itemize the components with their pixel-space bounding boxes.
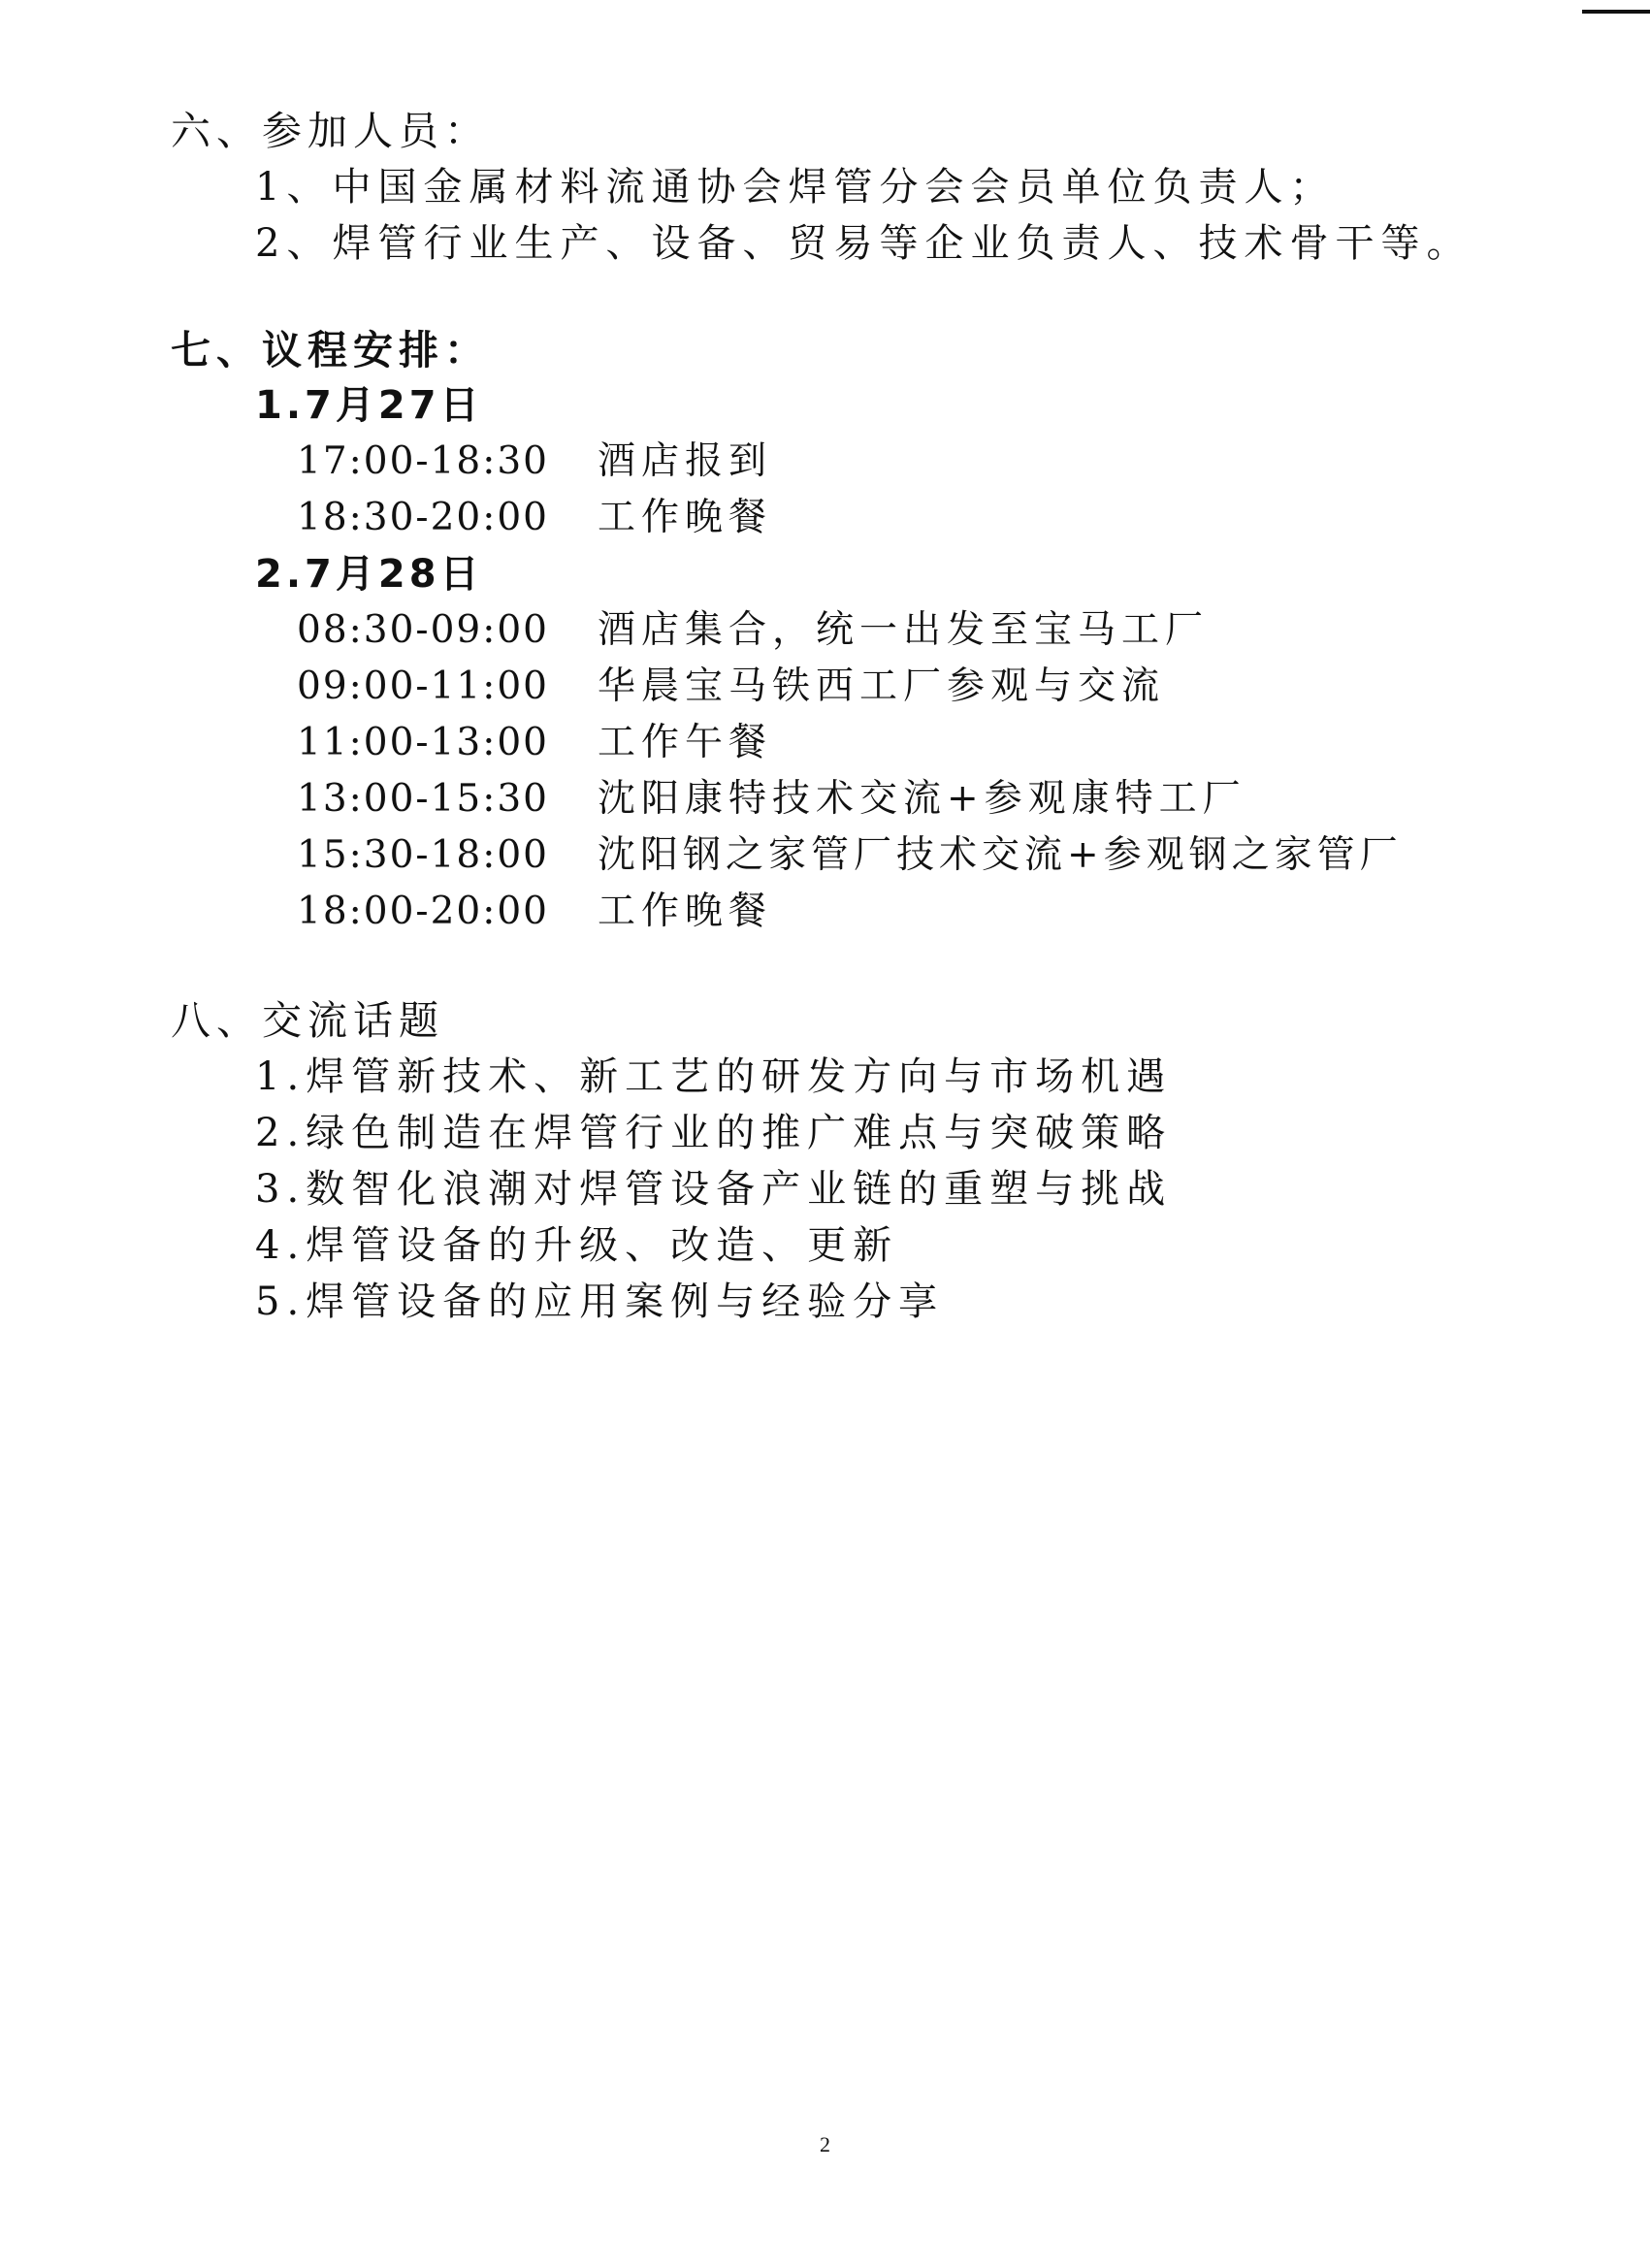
agenda-activity: 酒店集合，统一出发至宝马工厂 <box>598 608 1210 652</box>
agenda-row <box>297 777 1246 821</box>
agenda-activity: 沈阳钢之家管厂技术交流+参观钢之家管厂 <box>598 833 1403 877</box>
agenda-row <box>297 608 1210 652</box>
topic-item-2: 2.绿色制造在焊管行业的推广难点与突破策略 <box>255 1111 1173 1155</box>
agenda-row <box>297 890 773 933</box>
agenda-activity: 沈阳康特技术交流+参观康特工厂 <box>598 777 1246 821</box>
agenda-row <box>297 664 1166 708</box>
agenda-activity: 工作晚餐 <box>598 496 773 539</box>
agenda-day-1-label: 1.7月27日 <box>255 383 483 428</box>
agenda-time: 09:00-11:00 <box>297 664 549 708</box>
section-heading-participants: 六、参加人员： <box>171 108 490 154</box>
agenda-activity: 华晨宝马铁西工厂参观与交流 <box>598 664 1166 708</box>
participant-item-2: 2、焊管行业生产、设备、贸易等企业负责人、技术骨干等。 <box>255 221 1472 266</box>
agenda-activity: 酒店报到 <box>598 439 773 483</box>
scan-corner-mark <box>1582 10 1650 14</box>
section-heading-topics: 八、交流话题 <box>171 997 444 1044</box>
agenda-time: 18:30-20:00 <box>297 496 549 539</box>
agenda-time: 08:30-09:00 <box>297 608 549 652</box>
topic-item-1: 1.焊管新技术、新工艺的研发方向与市场机遇 <box>255 1054 1173 1099</box>
section-heading-agenda: 七、议程安排： <box>171 327 490 373</box>
agenda-row <box>297 721 773 764</box>
agenda-time: 15:30-18:00 <box>297 833 549 877</box>
agenda-time: 11:00-13:00 <box>297 721 549 764</box>
agenda-time: 18:00-20:00 <box>297 890 549 933</box>
agenda-time: 17:00-18:30 <box>297 439 549 483</box>
agenda-activity: 工作晚餐 <box>598 890 773 933</box>
topic-item-3: 3.数智化浪潮对焊管设备产业链的重塑与挑战 <box>255 1167 1173 1212</box>
agenda-row <box>297 439 773 483</box>
agenda-row <box>297 833 1403 877</box>
agenda-time: 13:00-15:30 <box>297 777 549 821</box>
page-number: 2 <box>820 2132 830 2156</box>
agenda-activity: 工作午餐 <box>598 721 773 764</box>
agenda-day-2-label: 2.7月28日 <box>255 552 483 597</box>
agenda-row <box>297 496 773 539</box>
participant-item-1: 1、中国金属材料流通协会焊管分会会员单位负责人； <box>255 165 1336 210</box>
topic-item-5: 5.焊管设备的应用案例与经验分享 <box>255 1280 945 1324</box>
topic-item-4: 4.焊管设备的升级、改造、更新 <box>255 1223 899 1268</box>
